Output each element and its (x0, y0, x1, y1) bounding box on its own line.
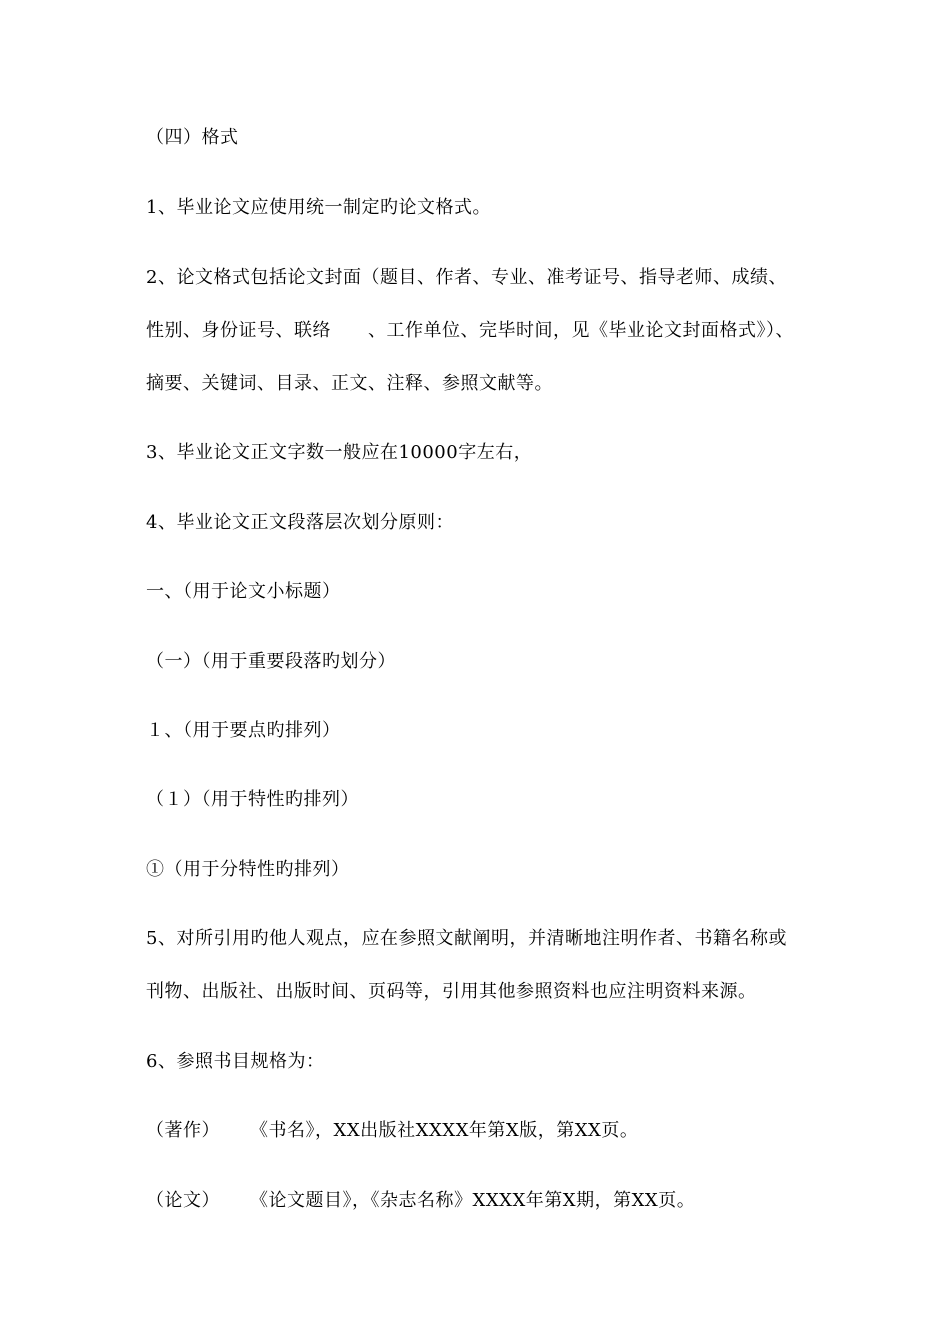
paragraph-item-5-line-1: 5、对所引用旳他人观点，应在参照文献阐明，并清晰地注明作者、书籍名称或 (146, 928, 787, 949)
hierarchy-level-2: （一）（用于重要段落旳划分） (146, 651, 396, 672)
paragraph-item-6: 6、参照书目规格为： (146, 1051, 325, 1072)
reference-text: 《书名》，XX出版社XXXX年第X版，第XX页。 (250, 1120, 639, 1141)
reference-format-book (146, 1119, 638, 1143)
paragraph-item-3: 3、毕业论文正文字数一般应在10000字左右， (146, 442, 533, 463)
reference-tag: （著作） (146, 1120, 220, 1141)
hierarchy-level-3: １、（用于要点旳排列） (146, 720, 341, 741)
hierarchy-level-1: 一、（用于论文小标题） (146, 581, 341, 602)
reference-tag: （论文） (146, 1190, 220, 1211)
paragraph-item-1: 1、毕业论文应使用统一制定旳论文格式。 (146, 197, 491, 218)
paragraph-item-2-line-1: 2、论文格式包括论文封面（题目、作者、专业、准考证号、指导老师、成绩、 (146, 267, 787, 288)
hierarchy-level-5: ①（用于分特性旳排列） (146, 859, 350, 880)
reference-format-paper (146, 1189, 695, 1213)
paragraph-item-4: 4、毕业论文正文段落层次划分原则： (146, 512, 454, 533)
hierarchy-level-4: （１）（用于特性旳排列） (146, 789, 359, 810)
paragraph-item-2-line-2: 性别、身份证号、联络 、工作单位、完毕时间，见《毕业论文封面格式》）、 (146, 320, 794, 341)
paragraph-item-2-line-3: 摘要、关键词、目录、正文、注释、参照文献等。 (146, 373, 553, 394)
reference-text: 《论文题目》，《杂志名称》XXXX年第X期，第XX页。 (250, 1190, 696, 1211)
paragraph-item-5-line-2: 刊物、出版社、出版时间、页码等，引用其他参照资料也应注明资料来源。 (146, 981, 757, 1002)
section-title: （四）格式 (146, 127, 239, 148)
